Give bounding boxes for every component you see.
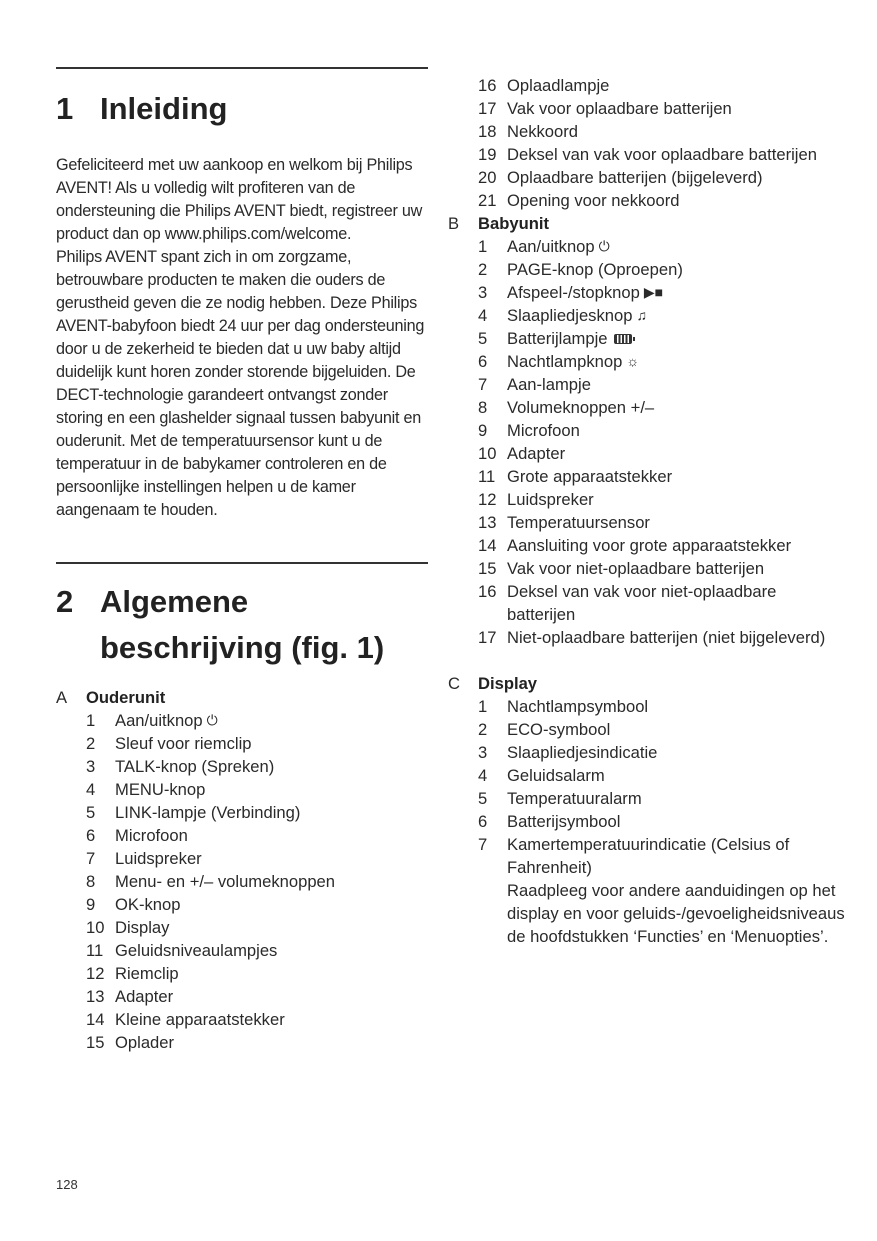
list-item [56, 1008, 428, 1031]
list-item [448, 833, 848, 948]
item-label: Batterijlampje [507, 329, 608, 348]
item-label-wrap [507, 695, 848, 718]
item-label: Temperatuuralarm [507, 789, 642, 808]
item-label-wrap [115, 893, 428, 916]
item-number: 12 [478, 490, 497, 509]
item-label: Riemclip [115, 964, 179, 983]
section-2-number: 2 [56, 584, 74, 619]
list-item [56, 962, 428, 985]
item-number: 19 [478, 145, 497, 164]
list-item [56, 916, 428, 939]
item-number: 12 [86, 964, 105, 983]
item-label-wrap [115, 778, 428, 801]
item-label-wrap [507, 304, 848, 327]
group-c-title: Display [478, 674, 538, 693]
list-item [448, 557, 848, 580]
item-number: 3 [478, 283, 488, 302]
item-number: 14 [86, 1010, 105, 1029]
right-column [448, 74, 848, 948]
item-number: 15 [86, 1033, 105, 1052]
item-label: Microfoon [507, 421, 580, 440]
item-label-wrap [115, 939, 428, 962]
item-number: 3 [478, 743, 488, 762]
item-label: Slaapliedjesknop [507, 306, 633, 325]
item-label-wrap [507, 120, 848, 143]
item-label-wrap [507, 235, 848, 258]
list-item [448, 580, 848, 626]
item-number: 6 [86, 826, 96, 845]
item-label-wrap [507, 97, 848, 120]
item-label: Vak voor oplaadbare batterijen [507, 99, 732, 118]
list-item [56, 1031, 428, 1054]
item-number: 8 [478, 398, 488, 417]
group-a-letter: A [56, 688, 68, 707]
list-item [448, 465, 848, 488]
item-number: 7 [86, 849, 96, 868]
list-item [448, 626, 848, 649]
list-item [448, 120, 848, 143]
item-label-wrap [507, 327, 848, 350]
group-b-list [448, 235, 848, 649]
item-label: Opening voor nekkoord [507, 191, 680, 210]
item-number: 8 [86, 872, 96, 891]
group-display [448, 672, 848, 948]
item-label-wrap [507, 764, 848, 787]
item-label-wrap [115, 732, 428, 755]
item-number: 14 [478, 536, 497, 555]
battery-icon [614, 334, 632, 344]
list-item [56, 985, 428, 1008]
page-number: 128 [56, 1177, 78, 1192]
item-number: 6 [478, 352, 488, 371]
section-2-title: Algemene beschrijving (fig. 1) [100, 584, 385, 665]
item-number: 5 [86, 803, 96, 822]
power-icon: ⏻ [598, 238, 610, 254]
section-1-body [56, 154, 428, 522]
item-number: 5 [478, 329, 488, 348]
group-c-letter: C [448, 674, 460, 693]
item-label-wrap [115, 801, 428, 824]
section-1-title: Inleiding [100, 91, 228, 126]
list-item [448, 258, 848, 281]
list-item [448, 442, 848, 465]
item-label: Aansluiting voor grote apparaatstekker [507, 536, 792, 555]
item-label-wrap [507, 718, 848, 741]
list-item [56, 755, 428, 778]
list-item [448, 327, 848, 350]
item-label-wrap [115, 916, 428, 939]
item-label: Grote apparaatstekker [507, 467, 673, 486]
item-label-wrap [507, 189, 848, 212]
item-label-wrap [507, 580, 848, 626]
item-number: 20 [478, 168, 497, 187]
item-label: Slaapliedjesindicatie [507, 743, 658, 762]
item-number: 16 [478, 582, 497, 601]
list-item [56, 939, 428, 962]
item-label: Deksel van vak voor oplaadbare batterijen [507, 145, 817, 164]
item-number: 6 [478, 812, 488, 831]
list-item [448, 810, 848, 833]
list-item [56, 893, 428, 916]
list-item [56, 847, 428, 870]
item-label: Aan-lampje [507, 375, 591, 394]
list-item [448, 350, 848, 373]
power-icon: ⏻ [206, 712, 218, 728]
item-label: Oplaadbare batterijen (bijgeleverd) [507, 168, 763, 187]
item-label: Luidspreker [115, 849, 202, 868]
item-label: Luidspreker [507, 490, 594, 509]
item-number: 1 [478, 697, 488, 716]
list-item [56, 801, 428, 824]
item-number: 16 [478, 76, 497, 95]
item-label: Adapter [115, 987, 174, 1006]
item-label-wrap [115, 1031, 428, 1054]
list-item [448, 419, 848, 442]
item-label: Menu- en +/– volumeknoppen [115, 872, 336, 891]
item-label: Kamertemperatuurindicatie (Celsius of Fahrenheit) [507, 835, 790, 877]
group-b-header [448, 212, 848, 235]
item-label: TALK-knop (Spreken) [115, 757, 275, 776]
section-1-number: 1 [56, 91, 74, 126]
item-label-wrap [507, 373, 848, 396]
item-label-wrap [507, 511, 848, 534]
item-number: 18 [478, 122, 497, 141]
item-label-wrap [507, 281, 848, 304]
list-item [448, 74, 848, 97]
section-1-heading [56, 86, 428, 132]
item-number: 2 [86, 734, 96, 753]
item-label-wrap [507, 626, 848, 649]
item-number: 4 [478, 766, 488, 785]
item-label: Microfoon [115, 826, 188, 845]
item-number: 9 [478, 421, 488, 440]
item-label-wrap [507, 442, 848, 465]
item-label-wrap [507, 350, 848, 373]
section-2-rule [56, 562, 428, 564]
item-label: OK-knop [115, 895, 181, 914]
group-b-letter: B [448, 214, 460, 233]
list-item [56, 824, 428, 847]
item-label: PAGE-knop (Oproepen) [507, 260, 683, 279]
item-label-wrap [507, 557, 848, 580]
section-1-rule [56, 67, 428, 69]
night-light-icon: ☼ [626, 353, 640, 369]
item-label: Deksel van vak voor niet-oplaadbare batterijen [507, 582, 777, 624]
item-label: LINK-lampje (Verbinding) [115, 803, 301, 822]
group-a-list [56, 709, 428, 1054]
item-label: Sleuf voor riemclip [115, 734, 252, 753]
item-number: 3 [86, 757, 96, 776]
item-label: Nekkoord [507, 122, 579, 141]
item-number: 10 [86, 918, 105, 937]
item-label-wrap [115, 870, 428, 893]
list-item [448, 534, 848, 557]
group-b-title: Babyunit [478, 214, 549, 233]
list-item [448, 764, 848, 787]
list-item [56, 778, 428, 801]
item-label-wrap [507, 741, 848, 764]
item-number: 2 [478, 260, 488, 279]
item-label-wrap [507, 534, 848, 557]
item-number: 11 [478, 467, 496, 486]
left-column [56, 67, 428, 1054]
item-number: 1 [478, 237, 488, 256]
list-item [56, 709, 428, 732]
item-label-wrap [507, 787, 848, 810]
list-item [448, 396, 848, 419]
item-label: Afspeel-/stopknop [507, 283, 640, 302]
item-label: Kleine apparaatstekker [115, 1010, 285, 1029]
item-label-wrap [507, 833, 848, 948]
item-label-wrap [507, 396, 848, 419]
item-label: Volumeknoppen +/– [507, 398, 655, 417]
list-item [448, 695, 848, 718]
group-babyunit [448, 212, 848, 649]
item-number: 21 [478, 191, 497, 210]
item-label-wrap [507, 810, 848, 833]
list-item [448, 741, 848, 764]
item-number: 17 [478, 99, 497, 118]
play-stop-icon: ▶■ [643, 284, 664, 300]
item-number: 10 [478, 444, 497, 463]
item-number: 11 [86, 941, 104, 960]
list-item [448, 235, 848, 258]
item-label: ECO-symbool [507, 720, 611, 739]
list-item [448, 281, 848, 304]
item-label: Aan/uitknop [507, 237, 595, 256]
item-label: Oplader [115, 1033, 175, 1052]
list-item [448, 304, 848, 327]
item-number: 4 [86, 780, 96, 799]
item-number: 1 [86, 711, 96, 730]
item-number: 7 [478, 375, 488, 394]
item-label-wrap [507, 488, 848, 511]
item-label: Aan/uitknop [115, 711, 203, 730]
item-label: Batterijsymbool [507, 812, 621, 831]
item-label: Display [115, 918, 170, 937]
item-number: 17 [478, 628, 497, 647]
item-label: Adapter [507, 444, 566, 463]
group-c-list [448, 695, 848, 948]
item-label-wrap [507, 143, 848, 166]
item-label-wrap [115, 985, 428, 1008]
item-number: 15 [478, 559, 497, 578]
item-label: Geluidsalarm [507, 766, 605, 785]
group-c-header [448, 672, 848, 695]
list-item [448, 143, 848, 166]
item-label: Oplaadlampje [507, 76, 610, 95]
list-item [448, 189, 848, 212]
list-item [448, 373, 848, 396]
item-label-wrap [507, 419, 848, 442]
list-item [448, 787, 848, 810]
item-label-wrap [507, 258, 848, 281]
group-a-title: Ouderunit [86, 688, 166, 707]
intro-paragraph-1: Gefeliciteerd met uw aankoop en welkom bij Philips AVENT! Als u volledig wilt profiteren van de ondersteuning die Philips AVENT biedt, registreer uw product dan op www.philips.com/welcome. [56, 156, 423, 243]
item-number: 4 [478, 306, 488, 325]
item-number: 7 [478, 835, 488, 854]
item-label: Niet-oplaadbare batterijen (niet bijgeleverd) [507, 628, 826, 647]
item-label-wrap [507, 465, 848, 488]
list-item [448, 166, 848, 189]
music-note-icon: ♫ [636, 307, 647, 323]
item-label-wrap [115, 847, 428, 870]
list-item [448, 718, 848, 741]
item-note: Raadpleeg voor andere aanduidingen op het display en voor geluids-/gevoeligheidsniveaus de hoofdstukken ‘Functies’ en ‘Menuopties’. [507, 881, 845, 946]
item-label-wrap [507, 166, 848, 189]
section-2-heading [56, 579, 428, 671]
item-label-wrap [115, 1008, 428, 1031]
item-number: 13 [86, 987, 105, 1006]
group-ouderunit [56, 686, 428, 1054]
list-item [448, 488, 848, 511]
item-label-wrap [115, 709, 428, 732]
item-label-wrap [507, 74, 848, 97]
group-a-list-continued [448, 74, 848, 212]
item-number: 13 [478, 513, 497, 532]
item-number: 5 [478, 789, 488, 808]
item-label-wrap [115, 962, 428, 985]
item-label: Nachtlampsymbool [507, 697, 649, 716]
list-item [448, 511, 848, 534]
item-label: MENU-knop [115, 780, 206, 799]
item-label: Nachtlampknop [507, 352, 623, 371]
item-label-wrap [115, 824, 428, 847]
item-number: 9 [86, 895, 96, 914]
group-a-header [56, 686, 428, 709]
list-item [56, 870, 428, 893]
intro-paragraph-2: Philips AVENT spant zich in om zorgzame, betrouwbare producten te maken die ouders de gerustheid geven die ze nodig hebben. Deze Philips AVENT-babyfoon biedt 24 uur per dag ondersteuning door u de zekerheid te bieden dat u uw baby altijd duidelijk kunt horen zonder storende bijgeluiden. De DECT-technologie garandeert ontvangst zonder storing en een glashelder signaal tussen babyunit en ouderunit. Met de temperatuursensor kunt u de temperatuur in de babykamer controleren en de persoonlijke instellingen helpen u de kamer aangenaam te houden. [56, 248, 425, 519]
item-number: 2 [478, 720, 488, 739]
item-label: Geluidsniveaulampjes [115, 941, 278, 960]
list-item [56, 732, 428, 755]
item-label: Temperatuursensor [507, 513, 650, 532]
list-item [448, 97, 848, 120]
item-label-wrap [115, 755, 428, 778]
item-label: Vak voor niet-oplaadbare batterijen [507, 559, 765, 578]
